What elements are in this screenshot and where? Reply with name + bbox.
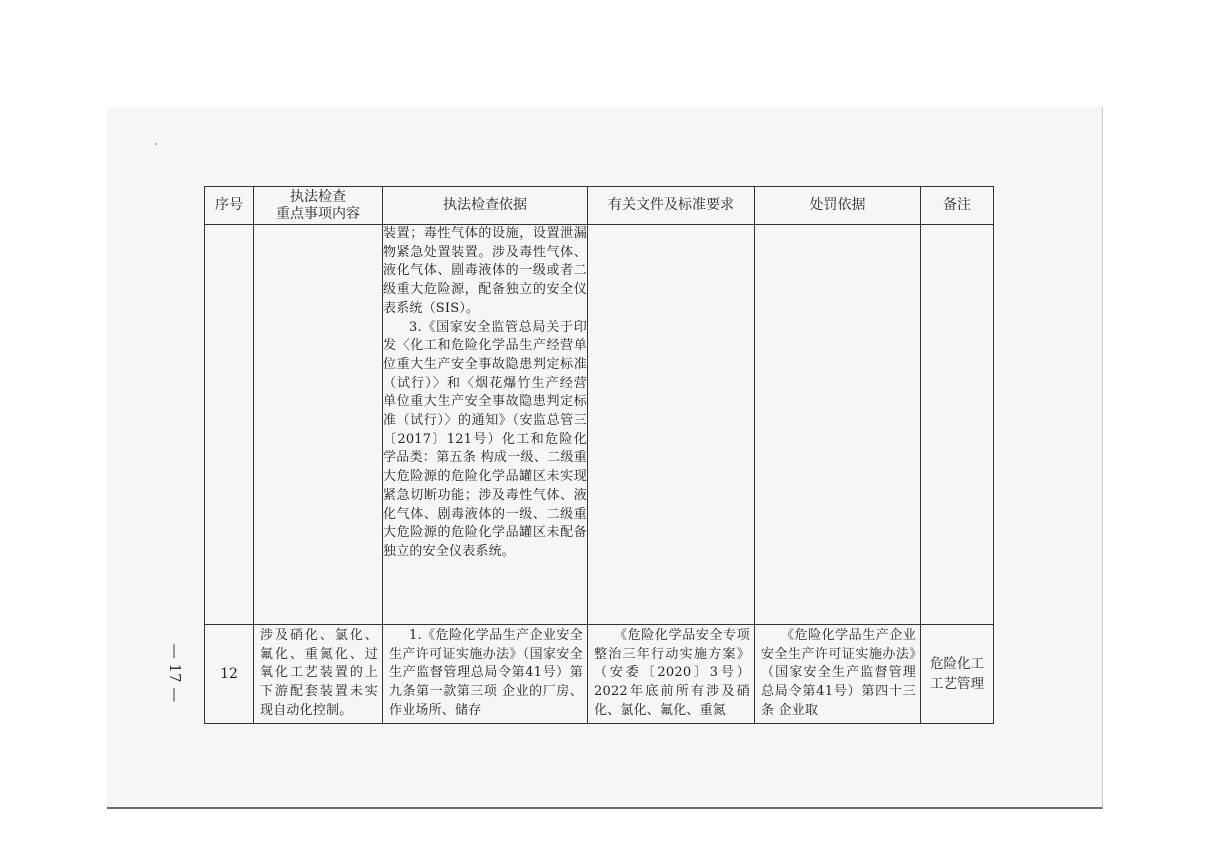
row-penalty: 《危险化学品生产企业安全生产许可证实施办法》（国家安全生产监督管理总局令第41号）第四十三条 企业取 xyxy=(755,625,921,724)
header-inspection-items-line1: 执法检查 xyxy=(290,188,346,205)
row-content: 涉及硝化、氯化、氟化、重氮化、过氧化工艺装置的上下游配套装置未实现自动化控制。 xyxy=(254,625,383,724)
cell-standards-empty xyxy=(588,225,755,625)
basis-paragraph: 3.《国家安全监管总局关于印发〈化工和危险化学品生产经营单位重大生产安全事故隐患判定标准（试行）〉和〈烟花爆竹生产经营单位重大生产安全事故隐患判定标准（试行）〉的通知》（安监总管三〔2017〕121号）化工和危险化学品类：第五条 构成一级、二级重大危险源的危险化学品罐区未实现紧急切断功能；涉及毒性气体、液化气体、剧毒液体的一级、二级重大危险源的危险化学品罐区未配备独立的安全仪表系统。 xyxy=(383,319,587,559)
header-inspection-items xyxy=(254,187,383,225)
page-number: — 17 — xyxy=(166,643,184,703)
table-row-continuation xyxy=(205,225,994,625)
row-basis: 1.《危险化学品生产企业安全生产许可证实施办法》（国家安全生产监督管理总局令第41号）第九条第一款第三项 企业的厂房、作业场所、储存 xyxy=(383,625,588,724)
table-header-row xyxy=(205,187,994,225)
header-serial: 序号 xyxy=(205,187,254,225)
cell-note-empty xyxy=(921,225,994,625)
cell-basis-continuation xyxy=(383,225,588,625)
cell-items-empty xyxy=(254,225,383,625)
scan-speck xyxy=(155,143,157,145)
inspection-table xyxy=(204,186,994,724)
header-note: 备注 xyxy=(921,187,994,225)
cell-penalty-empty xyxy=(755,225,921,625)
cell-serial-empty xyxy=(205,225,254,625)
row-number: 12 xyxy=(205,625,254,724)
header-standards: 有关文件及标准要求 xyxy=(588,187,755,225)
table-row xyxy=(205,625,994,724)
header-inspection-items-line2: 重点事项内容 xyxy=(276,205,360,222)
basis-paragraph: 装置；毒性气体的设施，设置泄漏物紧急处置装置。涉及毒性气体、液化气体、剧毒液体的一级或者二级重大危险源，配备独立的安全仪表系统（SIS）。 xyxy=(383,226,587,316)
row-note: 危险化工工艺管理 xyxy=(921,625,994,724)
header-penalty: 处罚依据 xyxy=(755,187,921,225)
header-basis: 执法检查依据 xyxy=(383,187,588,225)
row-standards: 《危险化学品安全专项整治三年行动实施方案》（安委〔2020〕3号）2022年底前所有涉及硝化、氯化、氟化、重氮 xyxy=(588,625,755,724)
